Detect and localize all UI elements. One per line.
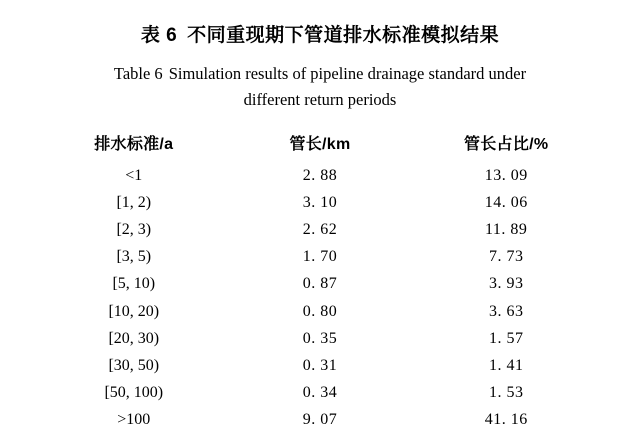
table-row <box>40 162 600 189</box>
table-row <box>40 325 600 352</box>
table-row <box>40 298 600 325</box>
table-header <box>40 124 600 162</box>
table-number-chinese: 表 6 <box>140 25 178 46</box>
cell-pipe-length-ratio: 11. 89 <box>484 221 528 239</box>
table-caption-english-line2: different return periods <box>243 89 397 109</box>
cell-drainage-standard: <1 <box>125 166 143 184</box>
table-row <box>40 244 600 271</box>
cell-pipe-length: 0. 31 <box>302 357 338 375</box>
column-header-drainage-standard: 排水标准/a <box>94 136 174 154</box>
cell-pipe-length-ratio: 41. 16 <box>484 411 528 429</box>
table-row <box>40 217 600 244</box>
cell-drainage-standard: >100 <box>117 411 151 429</box>
table-row <box>40 271 600 298</box>
cell-pipe-length-ratio: 3. 63 <box>488 302 524 320</box>
cell-drainage-standard: [3, 5) <box>116 248 152 266</box>
cell-pipe-length-ratio: 1. 53 <box>488 384 524 402</box>
cell-pipe-length: 3. 10 <box>302 193 338 211</box>
cell-pipe-length-ratio: 7. 73 <box>488 248 524 266</box>
table-header-row <box>40 124 600 162</box>
table-row <box>40 380 600 407</box>
drainage-standard-table <box>40 124 600 434</box>
column-header-pipe-length-ratio: 管长占比/% <box>463 136 549 154</box>
table-caption-chinese <box>40 20 600 47</box>
cell-pipe-length: 1. 70 <box>302 248 338 266</box>
table-row <box>40 189 600 216</box>
table-body <box>40 162 600 434</box>
cell-drainage-standard: [2, 3) <box>116 221 152 239</box>
table-caption-english <box>40 61 600 112</box>
cell-pipe-length: 0. 80 <box>302 302 338 320</box>
cell-drainage-standard: [30, 50) <box>108 357 160 375</box>
cell-pipe-length: 2. 62 <box>302 221 338 239</box>
column-header-pipe-length: 管长/km <box>289 136 351 154</box>
table-caption-english-line1 <box>52 61 588 87</box>
cell-pipe-length: 0. 35 <box>302 329 338 347</box>
cell-pipe-length-ratio: 14. 06 <box>484 193 528 211</box>
cell-pipe-length-ratio: 1. 57 <box>488 329 524 347</box>
table-row <box>40 407 600 434</box>
table-title-english-line1: Simulation results of pipeline drainage standard under <box>168 64 527 83</box>
table-title-chinese: 不同重现期下管道排水标准模拟结果 <box>187 25 500 46</box>
cell-pipe-length: 0. 87 <box>302 275 338 293</box>
cell-drainage-standard: [50, 100) <box>104 384 164 402</box>
cell-pipe-length-ratio: 1. 41 <box>488 357 524 375</box>
table-number-english: Table 6 <box>113 64 163 83</box>
cell-drainage-standard: [10, 20) <box>108 302 160 320</box>
cell-pipe-length: 2. 88 <box>302 166 338 184</box>
cell-pipe-length: 9. 07 <box>302 411 338 429</box>
cell-pipe-length: 0. 34 <box>302 384 338 402</box>
cell-drainage-standard: [5, 10) <box>112 275 156 293</box>
cell-drainage-standard: [20, 30) <box>108 329 160 347</box>
table-row <box>40 352 600 379</box>
cell-pipe-length-ratio: 13. 09 <box>484 166 528 184</box>
cell-drainage-standard: [1, 2) <box>116 193 152 211</box>
cell-pipe-length-ratio: 3. 93 <box>488 275 524 293</box>
